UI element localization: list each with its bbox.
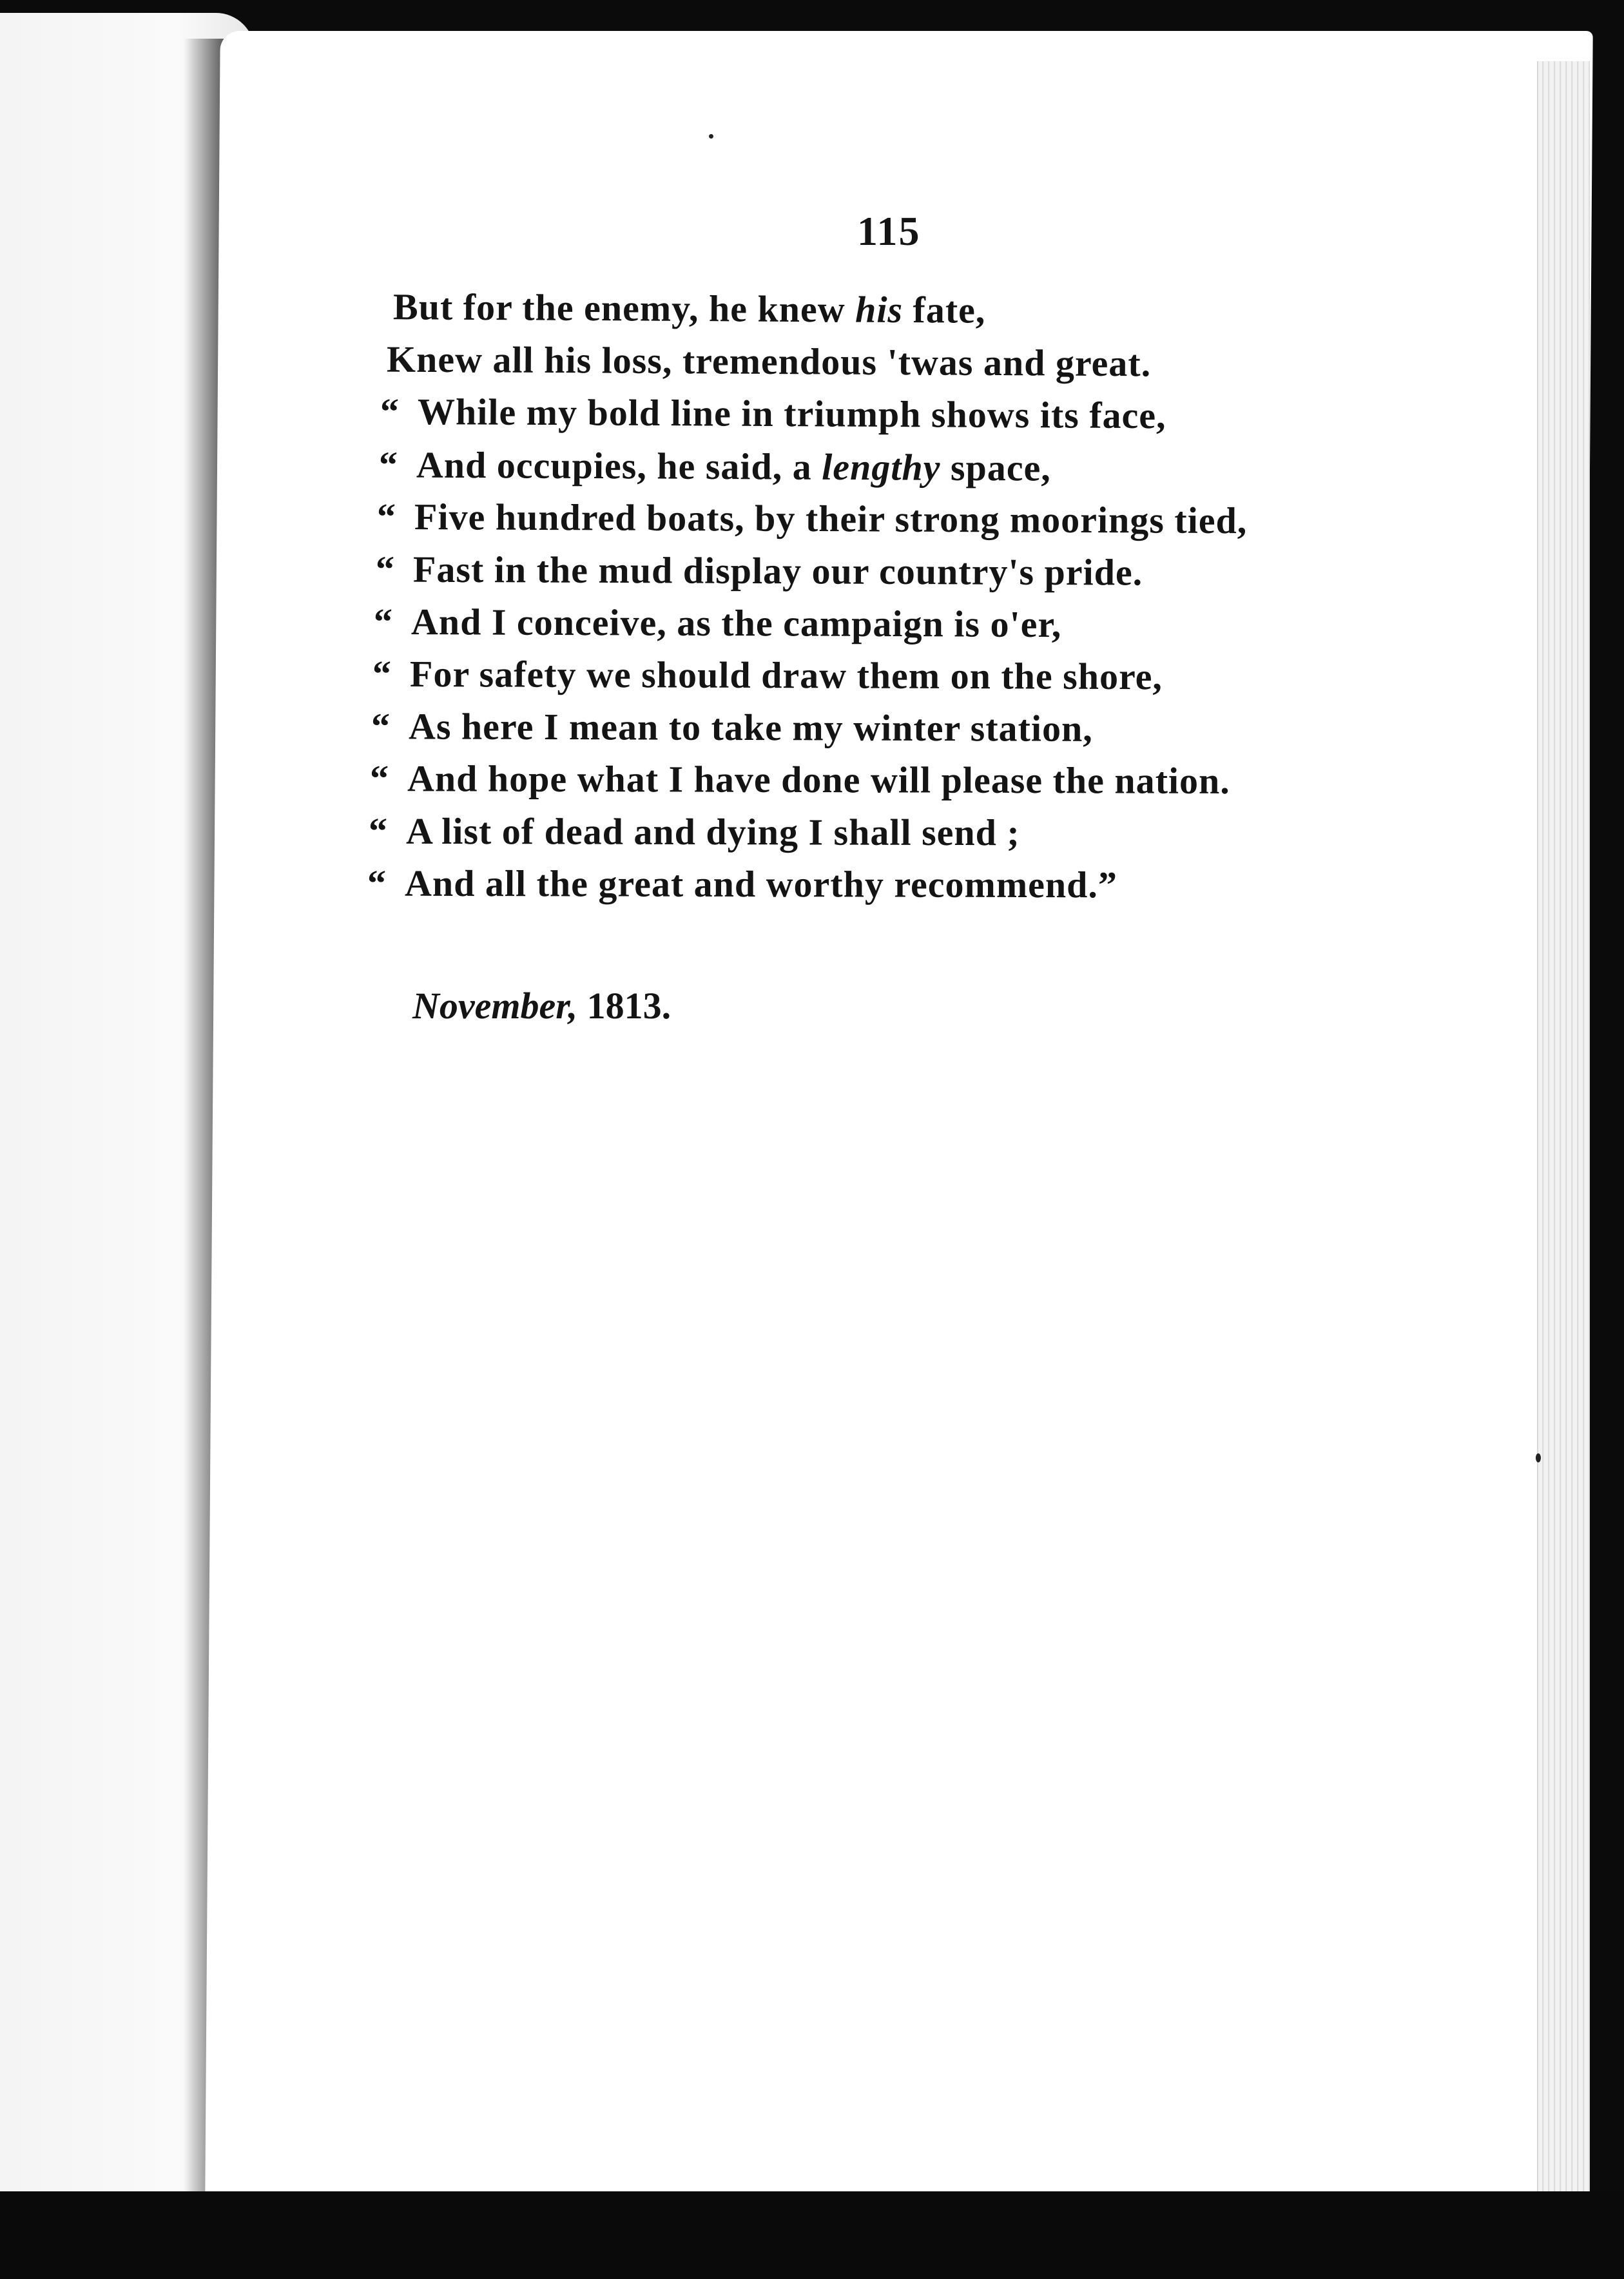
verse-text: Knew all his loss, tremendous 'twas and great. (386, 338, 1152, 385)
verse-line (367, 862, 1117, 907)
verse-line (371, 704, 1093, 750)
verse-line (376, 547, 1143, 594)
verse-text: fate, (902, 289, 986, 331)
page-number: 115 (857, 208, 921, 254)
opening-quote-mark: “ (372, 652, 392, 695)
verse-text: And all the great and worthy recommend.” (404, 862, 1118, 906)
verse-text: And hope what I have done will please the nation. (407, 757, 1230, 802)
verse-line (380, 390, 1166, 438)
verse-line (379, 443, 1051, 489)
verse-text: And I conceive, as the campaign is o'er, (411, 601, 1062, 646)
dateline-month: November, (412, 985, 578, 1027)
verse-text: space, (940, 446, 1052, 489)
verse-line (370, 757, 1230, 802)
italic-emphasis: his (855, 288, 904, 331)
verse-text: And occupies, he said, a (416, 443, 822, 488)
verse-text: But for the enemy, he knew (392, 286, 856, 331)
dateline (412, 984, 671, 1027)
opening-quote-mark: “ (367, 862, 387, 904)
verse-line (374, 600, 1062, 646)
opening-quote-mark: “ (375, 548, 396, 590)
dateline-year: 1813. (586, 985, 672, 1027)
opening-quote-mark: “ (369, 757, 390, 800)
verse-line (369, 810, 1020, 855)
verse-line (387, 338, 1152, 385)
italic-emphasis: lengthy (822, 445, 941, 489)
verse-text: Fast in the mud display our country's pride. (412, 548, 1143, 594)
opening-quote-mark: “ (373, 600, 394, 643)
verse-line (377, 495, 1248, 542)
opening-quote-mark: “ (371, 705, 391, 748)
verse-text: For safety we should draw them on the shore, (409, 652, 1163, 698)
opening-quote-mark: “ (368, 810, 389, 852)
verse-text: While my bold line in triumph shows its face, (417, 391, 1166, 437)
opening-quote-mark: “ (378, 443, 399, 486)
verse-line (393, 285, 986, 332)
verse-text: A list of dead and dying I shall send ; (405, 810, 1020, 854)
verse-text: Five hundred boats, by their strong moorings tied, (414, 496, 1248, 542)
verse-text: As here I mean to take my winter station, (408, 705, 1093, 750)
opening-quote-mark: “ (376, 495, 397, 538)
opening-quote-mark: “ (380, 390, 400, 432)
verse-line (372, 652, 1163, 698)
